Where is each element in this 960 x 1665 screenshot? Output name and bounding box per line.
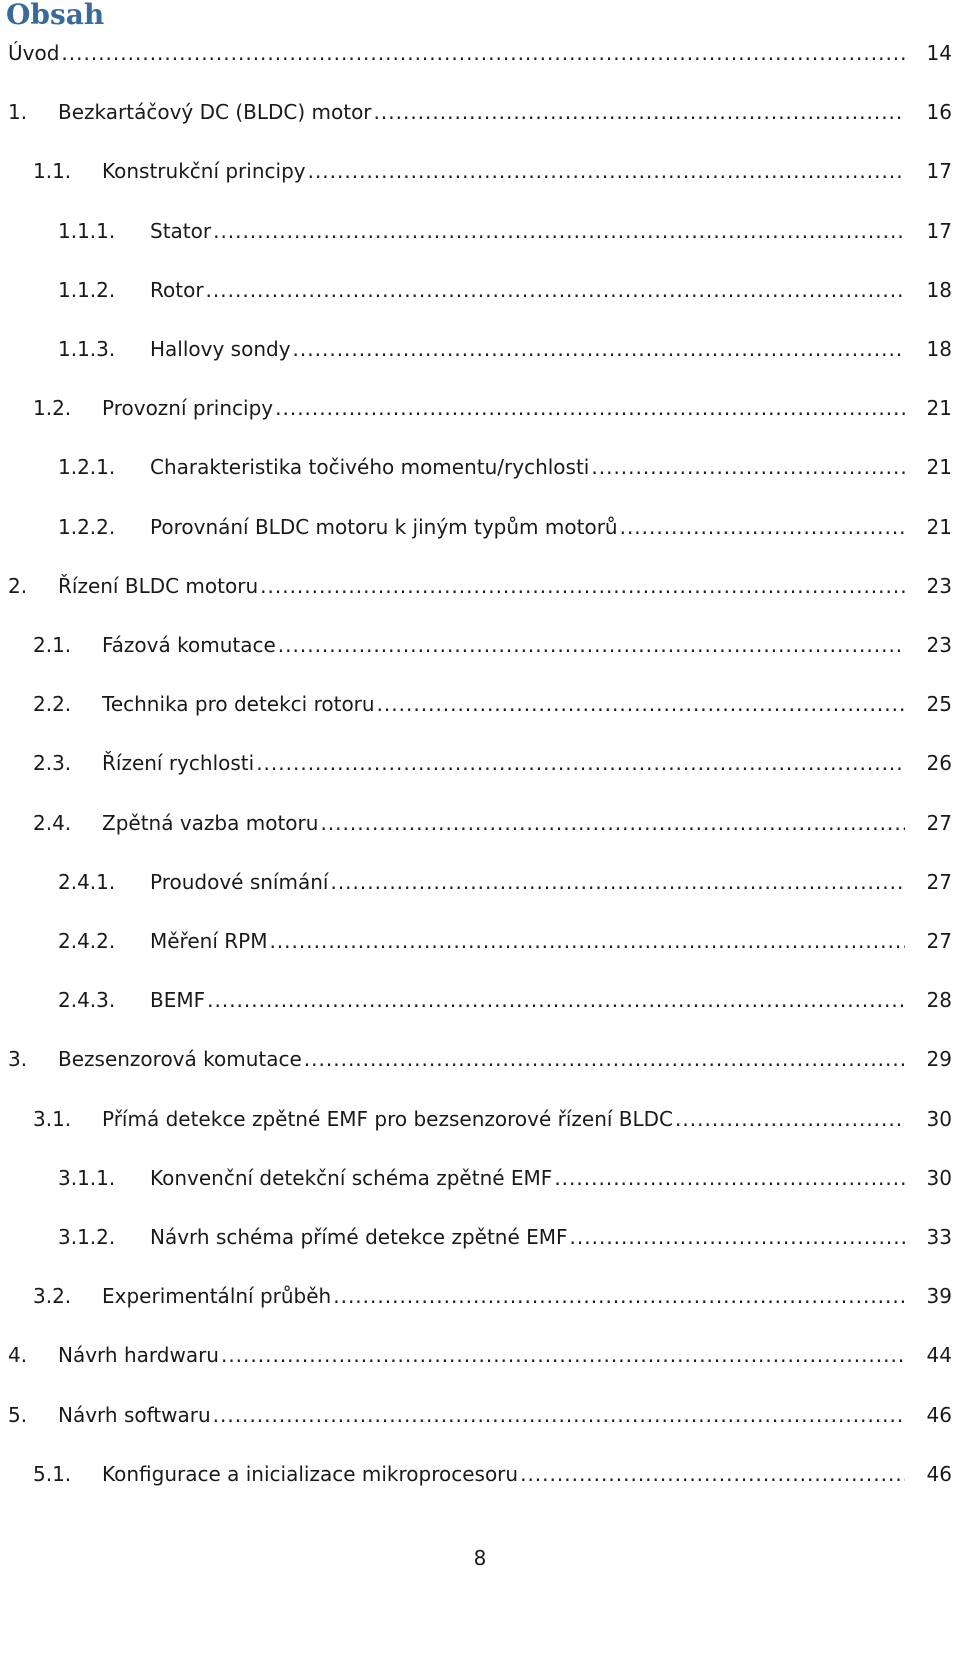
dot-leader bbox=[211, 216, 905, 246]
toc-entry-title: Řízení rychlosti bbox=[102, 751, 255, 776]
toc-entry-number: 5. bbox=[8, 1402, 28, 1427]
dot-leader bbox=[331, 1281, 905, 1311]
dot-leader bbox=[59, 38, 905, 68]
toc-entry-number: 3. bbox=[8, 1047, 28, 1072]
page-number: 8 bbox=[473, 1546, 487, 1570]
toc-entry-page: 16 bbox=[926, 100, 952, 125]
toc-entry-title: Rotor bbox=[150, 277, 204, 302]
dot-leader bbox=[306, 156, 905, 186]
toc-entry[interactable] bbox=[0, 1340, 960, 1370]
dot-leader bbox=[518, 1459, 905, 1489]
toc-entry-page: 27 bbox=[926, 810, 952, 835]
toc-entry-title: Experimentální průběh bbox=[102, 1284, 332, 1309]
toc-entry[interactable] bbox=[0, 748, 960, 778]
toc-entry-number: 1.2.2. bbox=[58, 514, 116, 539]
toc-heading: Obsah bbox=[6, 0, 105, 31]
toc-entry-number: 1. bbox=[8, 100, 28, 125]
toc-entry-title: Charakteristika točivého momentu/rychlosti bbox=[150, 455, 590, 480]
toc-entry[interactable] bbox=[0, 571, 960, 601]
toc-entry-title: Proudové snímání bbox=[150, 869, 329, 894]
toc-entry[interactable] bbox=[0, 1222, 960, 1252]
toc-entry[interactable] bbox=[0, 512, 960, 542]
toc-entry-number: 2.4. bbox=[33, 810, 72, 835]
toc-entry-title: Stator bbox=[150, 218, 212, 243]
dot-leader bbox=[552, 1163, 905, 1193]
toc-entry-number: 1.1. bbox=[33, 159, 72, 184]
toc-entry-title: BEMF bbox=[150, 988, 206, 1013]
toc-entry-title: Zpětná vazba motoru bbox=[102, 810, 319, 835]
toc-entry[interactable] bbox=[0, 97, 960, 127]
toc-entry-page: 28 bbox=[926, 988, 952, 1013]
toc-entry-number: 3.2. bbox=[33, 1284, 72, 1309]
dot-leader bbox=[673, 1104, 905, 1134]
toc-entry[interactable] bbox=[0, 393, 960, 423]
toc-entry[interactable] bbox=[0, 452, 960, 482]
toc-entry-page: 17 bbox=[926, 218, 952, 243]
toc-entry-page: 44 bbox=[926, 1343, 952, 1368]
toc-entry-number: 2. bbox=[8, 573, 28, 598]
toc-entry-page: 14 bbox=[926, 41, 952, 65]
toc-entry-title: Měření RPM bbox=[150, 929, 268, 953]
toc-entry[interactable] bbox=[0, 985, 960, 1015]
toc-entry-page: 46 bbox=[926, 1402, 952, 1427]
dot-leader bbox=[204, 275, 905, 305]
toc-entry-number: 5.1. bbox=[33, 1461, 72, 1486]
toc-entry[interactable] bbox=[0, 156, 960, 186]
dot-leader bbox=[568, 1222, 905, 1252]
toc-entry-title: Technika pro detekci rotoru bbox=[102, 692, 375, 717]
toc-entry-page: 23 bbox=[926, 573, 952, 598]
toc-entry-title: Bezsenzorová komutace bbox=[58, 1047, 302, 1072]
toc-entry-title: Porovnání BLDC motoru k jiným typům motorů bbox=[150, 514, 618, 539]
dot-leader bbox=[211, 1400, 905, 1430]
toc-entry-page: 26 bbox=[926, 751, 952, 776]
dot-leader bbox=[372, 97, 905, 127]
toc-entry[interactable] bbox=[0, 1044, 960, 1074]
toc-entry-title: Fázová komutace bbox=[102, 633, 276, 657]
dot-leader bbox=[302, 1044, 905, 1074]
toc-entry-number: 1.1.3. bbox=[58, 337, 116, 361]
toc-entry-number: 1.2.1. bbox=[58, 455, 116, 480]
toc-entry-page: 21 bbox=[926, 396, 952, 421]
toc-entry-page: 21 bbox=[926, 514, 952, 539]
toc-entry-page: 39 bbox=[926, 1284, 952, 1309]
toc-entry-number: 3.1.2. bbox=[58, 1225, 116, 1249]
toc-entry[interactable] bbox=[0, 216, 960, 246]
toc-entry-number: 1.1.2. bbox=[58, 277, 116, 302]
toc-entry-number: 2.4.3. bbox=[58, 988, 116, 1013]
toc-entry-page: 33 bbox=[926, 1225, 952, 1249]
dot-leader bbox=[375, 689, 905, 719]
toc-entry-title: Přímá detekce zpětné EMF pro bezsenzorové řízení BLDC bbox=[102, 1106, 674, 1131]
toc-entry[interactable] bbox=[0, 926, 960, 956]
toc-entry-title: Bezkartáčový DC (BLDC) motor bbox=[58, 100, 372, 125]
toc-entry-number: 1.2. bbox=[33, 396, 72, 421]
dot-leader bbox=[273, 393, 905, 423]
dot-leader bbox=[618, 512, 905, 542]
toc-entry-number: 2.1. bbox=[33, 633, 72, 657]
toc-entry-title: Konfigurace a inicializace mikroprocesoru bbox=[102, 1461, 519, 1486]
toc-entry-page: 18 bbox=[926, 277, 952, 302]
toc-entry-title: Úvod bbox=[8, 41, 60, 65]
toc-entry-page: 30 bbox=[926, 1106, 952, 1131]
toc-entry[interactable] bbox=[0, 334, 960, 364]
toc-entry-page: 21 bbox=[926, 455, 952, 480]
toc-entry[interactable] bbox=[0, 1400, 960, 1430]
toc-entry-title: Návrh softwaru bbox=[58, 1402, 211, 1427]
toc-entry-number: 3.1.1. bbox=[58, 1165, 116, 1190]
toc-entry-page: 46 bbox=[926, 1461, 952, 1486]
toc-entry-page: 30 bbox=[926, 1165, 952, 1190]
dot-leader bbox=[267, 926, 905, 956]
toc-entry[interactable] bbox=[0, 38, 960, 68]
toc-entry[interactable] bbox=[0, 1459, 960, 1489]
toc-entry-title: Provozní principy bbox=[102, 396, 274, 421]
dot-leader bbox=[219, 1340, 905, 1370]
toc-entry-title: Hallovy sondy bbox=[150, 337, 291, 361]
dot-leader bbox=[318, 808, 905, 838]
toc-entry[interactable] bbox=[0, 1163, 960, 1193]
toc-entry-page: 27 bbox=[926, 869, 952, 894]
dot-leader bbox=[205, 985, 905, 1015]
dot-leader bbox=[291, 334, 905, 364]
toc-entry[interactable] bbox=[0, 1104, 960, 1134]
toc-entry-page: 23 bbox=[926, 633, 952, 657]
toc-entry[interactable] bbox=[0, 1281, 960, 1311]
toc-entry-number: 2.4.1. bbox=[58, 869, 116, 894]
toc-entry-title: Návrh schéma přímé detekce zpětné EMF bbox=[150, 1225, 568, 1249]
toc-entry-page: 25 bbox=[926, 692, 952, 717]
toc-entry-number: 4. bbox=[8, 1343, 28, 1368]
toc-entry-title: Konstrukční principy bbox=[102, 159, 306, 184]
toc-entry-number: 2.2. bbox=[33, 692, 72, 717]
dot-leader bbox=[258, 571, 905, 601]
dot-leader bbox=[254, 748, 905, 778]
toc-entry[interactable] bbox=[0, 867, 960, 897]
toc-entry-title: Řízení BLDC motoru bbox=[58, 573, 259, 598]
toc-entry-number: 3.1. bbox=[33, 1106, 72, 1131]
dot-leader bbox=[589, 452, 905, 482]
toc-entry-page: 17 bbox=[926, 159, 952, 184]
toc-entry-number: 2.4.2. bbox=[58, 929, 116, 953]
toc-entry-title: Konvenční detekční schéma zpětné EMF bbox=[150, 1165, 553, 1190]
toc-entry[interactable] bbox=[0, 275, 960, 305]
toc-entry-page: 18 bbox=[926, 337, 952, 361]
toc-entry[interactable] bbox=[0, 630, 960, 660]
toc-entry[interactable] bbox=[0, 808, 960, 838]
dot-leader bbox=[276, 630, 905, 660]
toc-entry-title: Návrh hardwaru bbox=[58, 1343, 219, 1368]
toc-entry-page: 27 bbox=[926, 929, 952, 953]
toc-entry-number: 1.1.1. bbox=[58, 218, 116, 243]
dot-leader bbox=[328, 867, 905, 897]
toc-entry[interactable] bbox=[0, 689, 960, 719]
toc-entry-page: 29 bbox=[926, 1047, 952, 1072]
toc-entry-number: 2.3. bbox=[33, 751, 72, 776]
